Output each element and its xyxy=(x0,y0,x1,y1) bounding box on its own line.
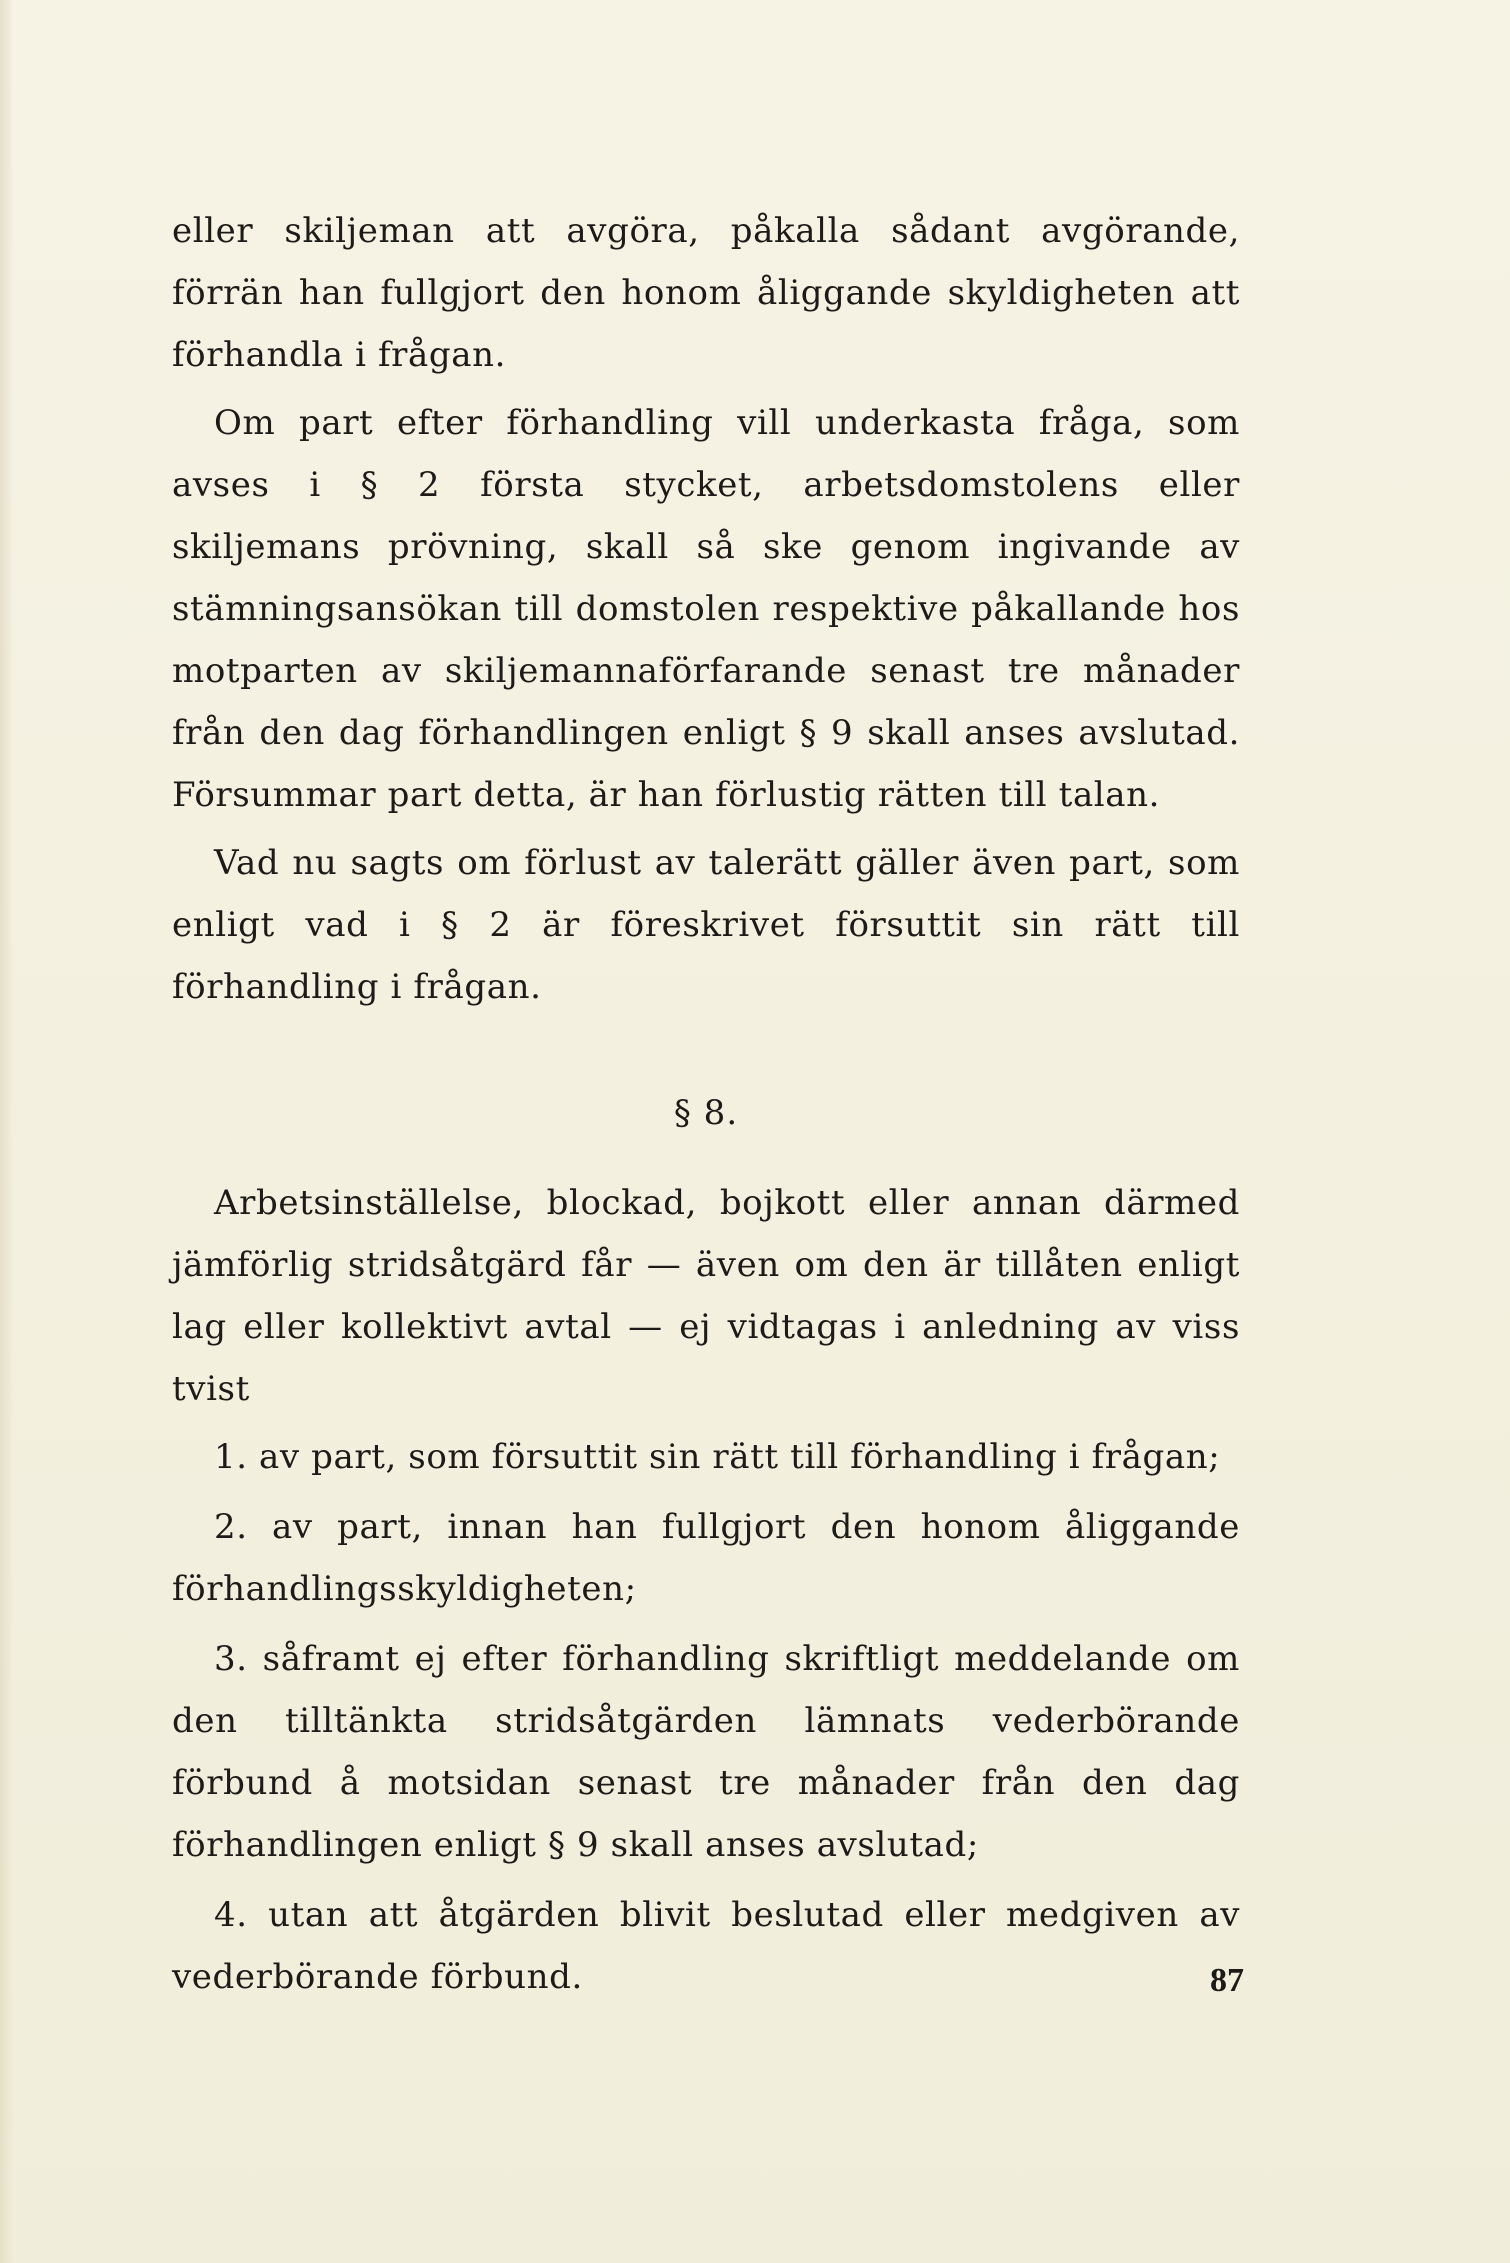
section-intro: Arbetsinställelse, blockad, bojkott eller annan därmed jämförlig stridsåtgärd får — även om den är tillåten enligt lag eller kollektivt avtal — ej vidtagas i anledning av viss tvist xyxy=(172,1183,1240,1409)
list-item: 1. av part, som försuttit sin rätt till förhandling i frågan; xyxy=(214,1437,1221,1477)
body-text xyxy=(172,200,1240,2016)
paragraph-continuation: eller skiljeman att avgöra, påkalla sådant avgörande, förrän han fullgjort den honom åliggande skyldigheten att förhandla i frågan. xyxy=(172,211,1240,375)
page-edge-shadow xyxy=(0,0,14,2263)
list-item: 2. av part, innan han fullgjort den honom åliggande förhandlingsskyldigheten; xyxy=(172,1507,1240,1609)
list-item: 4. utan att åtgärden blivit beslutad eller medgiven av vederbörande förbund. xyxy=(172,1895,1240,1997)
page-number: 87 xyxy=(1210,1962,1244,1999)
paragraph-forfeiture: Vad nu sagts om förlust av talerätt gäller även part, som enligt vad i § 2 är föreskrivet försuttit sin rätt till förhandling i frågan. xyxy=(172,843,1240,1007)
list-item: 3. såframt ej efter förhandling skriftligt meddelande om den tilltänkta stridsåtgärden lämnats vederbörande förbund å motsidan senast tre månader från den dag förhandlingen enligt § 9 skall anses avslutad; xyxy=(172,1639,1240,1865)
paragraph-review: Om part efter förhandling vill underkasta fråga, som avses i § 2 första stycket, arbetsdomstolens eller skiljemans prövning, skall så ske genom ingivande av stämningsansökan till domstolen respektive påkallande hos motparten av skiljemannaförfarande senast tre månader från den dag förhandlingen enligt § 9 skall anses avslutad. Försummar part detta, är han förlustig rätten till talan. xyxy=(172,403,1240,815)
section-heading: § 8. xyxy=(673,1093,739,1133)
